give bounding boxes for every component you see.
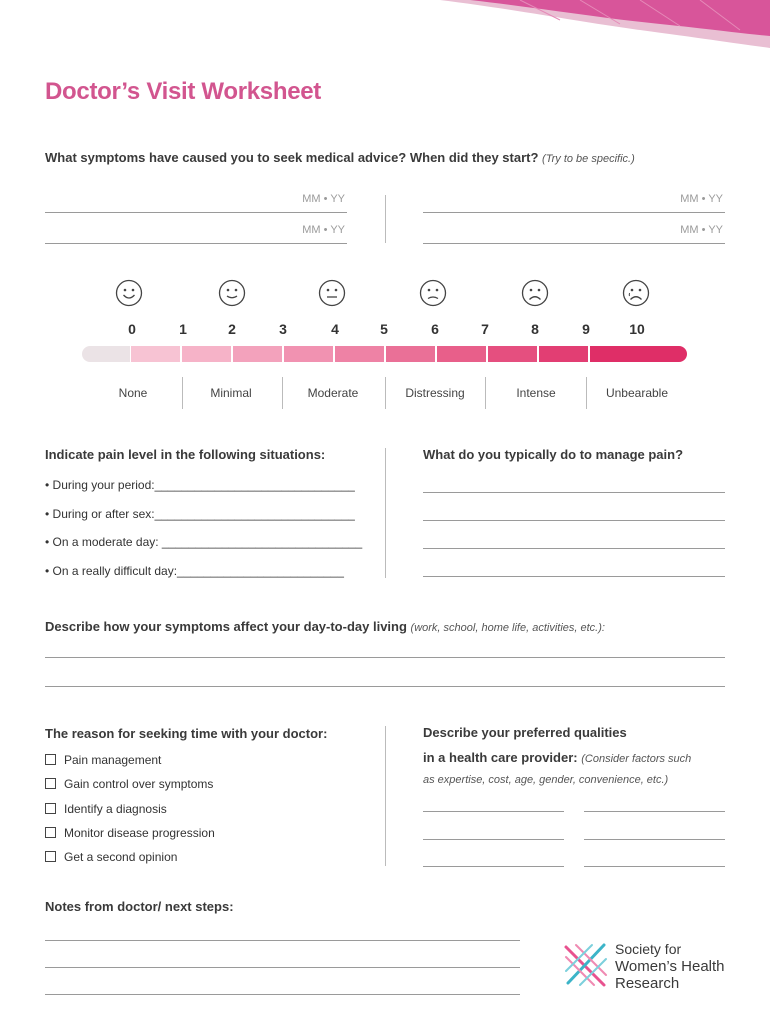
reason-option-gain-control[interactable]	[45, 777, 213, 791]
level-label-unbearable: Unbearable	[605, 386, 669, 400]
symptom-line-left-2[interactable]	[45, 243, 347, 244]
daily-line-1[interactable]	[45, 657, 725, 658]
checkbox[interactable]	[45, 754, 56, 765]
scale-number-8: 8	[531, 321, 539, 337]
quality-line-1a[interactable]	[423, 811, 564, 812]
scale-segment-4	[284, 346, 333, 362]
scale-number-3: 3	[279, 321, 287, 337]
logo-line-1: Society for	[615, 941, 682, 957]
checkbox[interactable]	[45, 803, 56, 814]
situation-moderate-day[interactable]: • On a moderate day: ______________________________	[45, 535, 363, 549]
scale-number-1: 1	[179, 321, 187, 337]
scale-number-7: 7	[481, 321, 489, 337]
swhr-logo-icon	[562, 941, 610, 989]
quality-line-1b[interactable]	[584, 811, 725, 812]
quality-line-3b[interactable]	[584, 866, 725, 867]
reason-option-label: Pain management	[64, 753, 162, 767]
scale-number-9: 9	[582, 321, 590, 337]
crying-face-icon	[622, 279, 650, 307]
notes-line-1[interactable]	[45, 940, 520, 941]
reason-option-monitor-progression[interactable]	[45, 826, 215, 840]
notes-line-2[interactable]	[45, 967, 520, 968]
scale-segment-2	[182, 346, 231, 362]
manage-line-3[interactable]	[423, 548, 725, 549]
situation-difficult-day[interactable]: • On a really difficult day:_________________________	[45, 564, 344, 578]
manage-line-4[interactable]	[423, 576, 725, 577]
smiley-face-icon	[115, 279, 143, 307]
scale-segment-7	[437, 346, 486, 362]
frown-face-icon	[521, 279, 549, 307]
symptoms-question-text: What symptoms have caused you to seek medical advice? When did they start?	[45, 150, 539, 165]
situation-period[interactable]: • During your period:______________________________	[45, 478, 355, 492]
reason-option-identify-diagnosis[interactable]	[45, 802, 167, 816]
daily-living-text: Describe how your symptoms affect your day-to-day living	[45, 619, 407, 634]
date-label-right-2: MM • YY	[680, 224, 723, 236]
daily-living-question	[45, 619, 605, 634]
logo-text	[615, 941, 725, 992]
date-label-left-1: MM • YY	[302, 193, 345, 205]
header-wave-graphic	[0, 0, 770, 60]
qualities-hint-1: (Consider factors such	[581, 753, 692, 765]
scale-segment-0	[82, 346, 130, 362]
reason-option-label: Get a second opinion	[64, 850, 178, 864]
scale-segment-8	[488, 346, 537, 362]
quality-line-2a[interactable]	[423, 839, 564, 840]
slight-frown-face-icon	[419, 279, 447, 307]
level-label-minimal: Minimal	[210, 386, 252, 400]
notes-question: Notes from doctor/ next steps:	[45, 899, 234, 914]
level-label-moderate: Moderate	[307, 386, 359, 400]
quality-line-2b[interactable]	[584, 839, 725, 840]
quality-line-3a[interactable]	[423, 866, 564, 867]
scale-segment-5	[335, 346, 384, 362]
scale-segment-10	[590, 346, 687, 362]
checkbox[interactable]	[45, 778, 56, 789]
symptom-line-left-1[interactable]	[45, 212, 347, 213]
scale-segment-9	[539, 346, 588, 362]
scale-number-0: 0	[128, 321, 136, 337]
date-label-right-1: MM • YY	[680, 193, 723, 205]
page-title: Doctor’s Visit Worksheet	[45, 78, 321, 105]
scale-number-6: 6	[431, 321, 439, 337]
situations-question: Indicate pain level in the following situations:	[45, 447, 326, 462]
level-label-none: None	[118, 386, 148, 400]
scale-number-5: 5	[380, 321, 388, 337]
scale-number-10: 10	[629, 321, 645, 337]
qualities-hint-2: as expertise, cost, age, gender, convenience, etc.)	[423, 774, 669, 786]
reason-option-second-opinion[interactable]	[45, 850, 177, 864]
reason-question: The reason for seeking time with your doctor:	[45, 726, 328, 741]
scale-number-4: 4	[331, 321, 339, 337]
symptom-line-right-2[interactable]	[423, 243, 725, 244]
column-divider-reason	[385, 726, 386, 866]
level-label-distressing: Distressing	[405, 386, 465, 400]
reason-option-pain-management[interactable]	[45, 753, 161, 767]
scale-segment-3	[233, 346, 282, 362]
symptom-line-right-1[interactable]	[423, 212, 725, 213]
checkbox[interactable]	[45, 827, 56, 838]
scale-segment-1	[131, 346, 180, 362]
column-divider-pain	[385, 448, 386, 578]
reason-option-label: Monitor disease progression	[64, 826, 215, 840]
logo-line-2: Women’s Health	[615, 958, 725, 975]
qualities-text: in a health care provider:	[423, 750, 578, 765]
scale-number-2: 2	[228, 321, 236, 337]
symptoms-hint: (Try to be specific.)	[542, 153, 635, 165]
qualities-question-line1: Describe your preferred qualities	[423, 725, 627, 740]
reason-option-label: Identify a diagnosis	[64, 802, 167, 816]
daily-living-hint: (work, school, home life, activities, etc.):	[410, 622, 605, 634]
reason-option-label: Gain control over symptoms	[64, 777, 214, 791]
daily-line-2[interactable]	[45, 686, 725, 687]
symptoms-question	[45, 150, 635, 165]
checkbox[interactable]	[45, 851, 56, 862]
level-label-intense: Intense	[516, 386, 556, 400]
notes-line-3[interactable]	[45, 994, 520, 995]
column-divider-symptoms	[385, 195, 386, 243]
manage-pain-question: What do you typically do to manage pain?	[423, 447, 684, 462]
manage-line-2[interactable]	[423, 520, 725, 521]
neutral-face-icon	[318, 279, 346, 307]
scale-segment-6	[386, 346, 435, 362]
qualities-question-line2	[423, 750, 691, 765]
date-label-left-2: MM • YY	[302, 224, 345, 236]
logo-line-3: Research	[615, 975, 680, 992]
situation-sex[interactable]: • During or after sex:______________________________	[45, 507, 355, 521]
slight-smile-face-icon	[218, 279, 246, 307]
manage-line-1[interactable]	[423, 492, 725, 493]
